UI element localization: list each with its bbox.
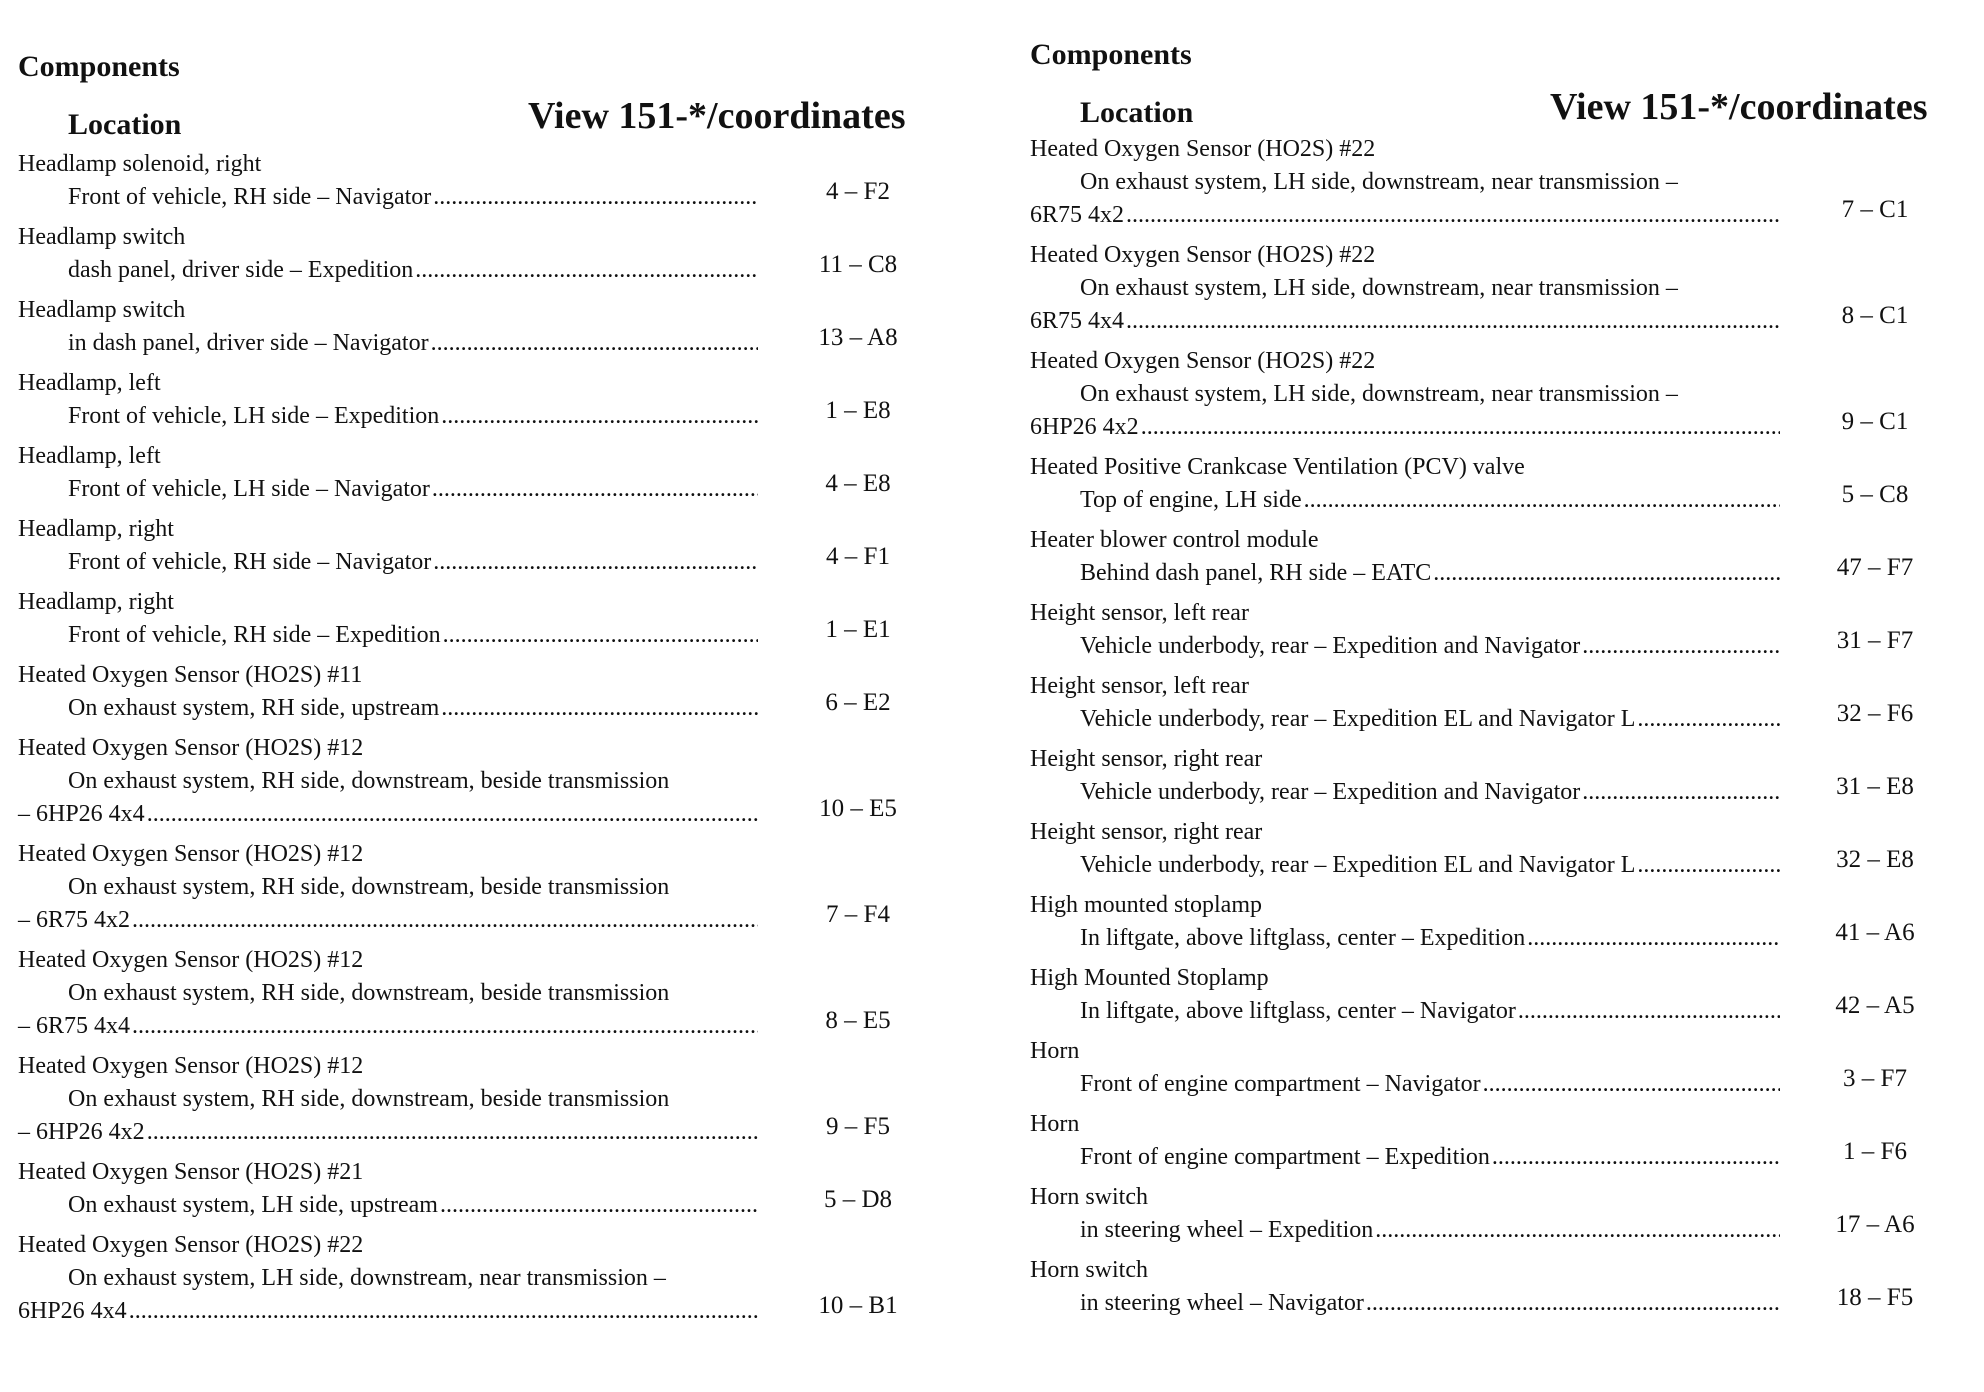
component-name: Heated Oxygen Sensor (HO2S) #12: [18, 1053, 364, 1079]
dot-leader: [1483, 1068, 1780, 1101]
location-text: Vehicle underbody, rear – Expedition EL and Navigator L: [1080, 706, 1636, 732]
dot-leader: [1582, 630, 1780, 663]
dot-leader: [147, 798, 758, 831]
dot-leader: [1433, 557, 1780, 590]
list-item: [18, 148, 938, 214]
view-coordinate: 7 – F4: [826, 901, 890, 928]
view-coordinate: 8 – C1: [1841, 302, 1909, 329]
component-location-line: [18, 546, 758, 579]
view-coordinate: 1 – E8: [825, 397, 891, 424]
list-item: [1030, 239, 1955, 338]
dot-leader: [433, 546, 758, 579]
view-coordinate: 31 – E8: [1836, 773, 1914, 800]
list-item: [1030, 451, 1955, 517]
location-text: In liftgate, above liftglass, center – Expedition: [1080, 925, 1526, 951]
view-coordinate: 10 – E5: [819, 795, 897, 822]
component-location-line: [1030, 305, 1780, 338]
location-text: On exhaust system, LH side, downstream, near transmission –: [1080, 275, 1678, 301]
location-text: in steering wheel – Expedition: [1080, 1217, 1374, 1243]
component-name: Height sensor, right rear: [1030, 819, 1263, 845]
view-coordinate: 17 – A6: [1835, 1211, 1915, 1238]
component-location-line: [18, 904, 758, 937]
component-location-line: [18, 1295, 758, 1328]
dot-leader: [147, 1116, 758, 1149]
component-location-line: [1030, 1287, 1780, 1320]
component-name: Horn: [1030, 1038, 1080, 1064]
component-location-line: [1030, 995, 1780, 1028]
list-item: [1030, 345, 1955, 444]
view-coordinate: 41 – A6: [1835, 919, 1915, 946]
location-text: 6HP26 4x2: [1030, 414, 1139, 440]
view-coordinate: 32 – E8: [1836, 846, 1914, 873]
location-text: – 6HP26 4x4: [18, 801, 145, 827]
component-location-line: [1030, 630, 1780, 663]
dot-leader: [1527, 922, 1780, 955]
component-name: Height sensor, left rear: [1030, 673, 1249, 699]
component-name: Heated Oxygen Sensor (HO2S) #12: [18, 735, 364, 761]
location-text: Front of vehicle, LH side – Navigator: [68, 476, 430, 502]
location-text: Front of engine compartment – Expedition: [1080, 1144, 1490, 1170]
component-location-line: [1030, 1141, 1780, 1174]
view-coordinate: 4 – F2: [826, 178, 890, 205]
list-item: [18, 732, 938, 831]
view-coordinate: 11 – C8: [818, 251, 898, 278]
component-location-line: [18, 871, 758, 904]
view-coordinate: 1 – F6: [1843, 1138, 1907, 1165]
dot-leader: [1126, 199, 1780, 232]
component-location-line: [18, 1189, 758, 1222]
location-text: In liftgate, above liftglass, center – Navigator: [1080, 998, 1516, 1024]
component-name: Heated Oxygen Sensor (HO2S) #22: [1030, 348, 1376, 374]
component-location-line: [1030, 378, 1780, 411]
location-text: Vehicle underbody, rear – Expedition and Navigator: [1080, 779, 1581, 805]
location-text: 6HP26 4x4: [18, 1298, 127, 1324]
list-item: [1030, 1181, 1955, 1247]
list-item: [1030, 962, 1955, 1028]
location-text: On exhaust system, LH side, downstream, near transmission –: [1080, 381, 1678, 407]
view-coordinate: 5 – C8: [1841, 481, 1909, 508]
location-text: On exhaust system, LH side, upstream: [68, 1192, 438, 1218]
component-location-line: [1030, 199, 1780, 232]
component-location-line: [18, 977, 758, 1010]
dot-leader: [440, 1189, 758, 1222]
dot-leader: [132, 1010, 758, 1043]
component-name: High mounted stoplamp: [1030, 892, 1262, 918]
component-name: Horn switch: [1030, 1257, 1148, 1283]
list-item: [1030, 597, 1955, 663]
view-coordinate: 42 – A5: [1835, 992, 1915, 1019]
list-item: [1030, 133, 1955, 232]
view-coordinate: 6 – E2: [825, 689, 891, 716]
location-text: Front of engine compartment – Navigator: [1080, 1071, 1481, 1097]
view-coordinate: 31 – F7: [1836, 627, 1914, 654]
location-text: 6R75 4x4: [1030, 308, 1125, 334]
list-item: [18, 944, 938, 1043]
location-text: Vehicle underbody, rear – Expedition EL and Navigator L: [1080, 852, 1636, 878]
location-text: On exhaust system, RH side, downstream, beside transmission: [68, 1086, 670, 1112]
location-text: Front of vehicle, LH side – Expedition: [68, 403, 440, 429]
view-coordinate: 5 – D8: [823, 1186, 893, 1213]
component-name: Heated Oxygen Sensor (HO2S) #22: [18, 1232, 364, 1258]
location-text: On exhaust system, LH side, downstream, near transmission –: [1080, 169, 1678, 195]
component-name: Heated Oxygen Sensor (HO2S) #21: [18, 1159, 364, 1185]
view-coordinate: 18 – F5: [1836, 1284, 1914, 1311]
view-coordinate: 13 – A8: [818, 324, 898, 351]
list-item: [1030, 1254, 1955, 1320]
component-name: High Mounted Stoplamp: [1030, 965, 1269, 991]
list-item: [1030, 816, 1955, 882]
component-list: [18, 148, 938, 1335]
component-location-line: [18, 254, 758, 287]
list-item: [18, 221, 938, 287]
location-text: Vehicle underbody, rear – Expedition and Navigator: [1080, 633, 1581, 659]
component-location-line: [18, 798, 758, 831]
dot-leader: [433, 181, 758, 214]
component-location-line: [1030, 557, 1780, 590]
location-text: 6R75 4x2: [1030, 202, 1125, 228]
component-name: Heated Oxygen Sensor (HO2S) #11: [18, 662, 363, 688]
component-location-line: [1030, 849, 1780, 882]
component-location-line: [18, 692, 758, 725]
component-location-line: [18, 400, 758, 433]
location-column-header: Location: [1080, 96, 1194, 129]
component-list: [1030, 133, 1955, 1327]
dot-leader: [415, 254, 758, 287]
component-location-line: [18, 473, 758, 506]
component-name: Headlamp switch: [18, 297, 186, 323]
component-name: Headlamp, left: [18, 443, 161, 469]
component-location-line: [18, 1083, 758, 1116]
location-text: On exhaust system, RH side, downstream, beside transmission: [68, 874, 670, 900]
components-heading: Components: [1030, 38, 1192, 71]
component-name: Heated Oxygen Sensor (HO2S) #12: [18, 841, 364, 867]
location-text: On exhaust system, RH side, upstream: [68, 695, 440, 721]
view-coordinate: 9 – F5: [826, 1113, 890, 1140]
component-location-line: [18, 181, 758, 214]
location-text: On exhaust system, RH side, downstream, beside transmission: [68, 768, 670, 794]
view-coordinates-column-header: View 151-*/coordinates: [1550, 86, 1928, 128]
view-coordinate: 7 – C1: [1841, 196, 1909, 223]
component-name: Heated Oxygen Sensor (HO2S) #22: [1030, 136, 1376, 162]
location-column-header: Location: [68, 108, 182, 141]
component-name: Heater blower control module: [1030, 527, 1319, 553]
component-location-line: [1030, 272, 1780, 305]
component-name: Heated Oxygen Sensor (HO2S) #12: [18, 947, 364, 973]
dot-leader: [1637, 703, 1780, 736]
component-name: Headlamp, right: [18, 516, 174, 542]
list-item: [1030, 524, 1955, 590]
view-coordinate: 4 – E8: [825, 470, 891, 497]
component-location-line: [18, 1116, 758, 1149]
list-item: [1030, 670, 1955, 736]
component-location-line: [1030, 922, 1780, 955]
list-item: [18, 294, 938, 360]
dot-leader: [1518, 995, 1780, 1028]
component-name: Heated Oxygen Sensor (HO2S) #22: [1030, 242, 1376, 268]
component-name: Horn switch: [1030, 1184, 1148, 1210]
dot-leader: [1637, 849, 1780, 882]
list-item: [18, 838, 938, 937]
location-text: Front of vehicle, RH side – Navigator: [68, 549, 432, 575]
view-coordinate: 8 – E5: [825, 1007, 891, 1034]
location-text: dash panel, driver side – Expedition: [68, 257, 414, 283]
list-item: [18, 367, 938, 433]
component-name: Height sensor, right rear: [1030, 746, 1263, 772]
component-name: Headlamp solenoid, right: [18, 151, 262, 177]
dot-leader: [432, 473, 758, 506]
component-name: Heated Positive Crankcase Ventilation (PCV) valve: [1030, 454, 1525, 480]
component-name: Horn: [1030, 1111, 1080, 1137]
dot-leader: [1304, 484, 1780, 517]
dot-leader: [1582, 776, 1780, 809]
component-name: Headlamp, right: [18, 589, 174, 615]
components-heading: Components: [18, 50, 180, 83]
list-item: [1030, 889, 1955, 955]
dot-leader: [1492, 1141, 1780, 1174]
list-item: [18, 513, 938, 579]
location-text: Front of vehicle, RH side – Navigator: [68, 184, 432, 210]
dot-leader: [1366, 1287, 1780, 1320]
list-item: [18, 1156, 938, 1222]
list-item: [18, 1229, 938, 1328]
component-location-line: [18, 1010, 758, 1043]
list-item: [18, 586, 938, 652]
location-text: – 6R75 4x2: [18, 907, 131, 933]
location-text: – 6R75 4x4: [18, 1013, 131, 1039]
list-item: [1030, 1035, 1955, 1101]
location-text: in dash panel, driver side – Navigator: [68, 330, 429, 356]
dot-leader: [431, 327, 758, 360]
component-location-line: [1030, 1068, 1780, 1101]
location-text: – 6HP26 4x2: [18, 1119, 145, 1145]
component-location-line: [1030, 776, 1780, 809]
component-location-line: [1030, 484, 1780, 517]
component-location-line: [1030, 1214, 1780, 1247]
component-location-line: [18, 1262, 758, 1295]
dot-leader: [1126, 305, 1780, 338]
component-location-line: [18, 327, 758, 360]
dot-leader: [441, 692, 758, 725]
component-name: Headlamp, left: [18, 370, 161, 396]
location-text: Behind dash panel, RH side – EATC: [1080, 560, 1432, 586]
component-name: Headlamp switch: [18, 224, 186, 250]
location-text: Front of vehicle, RH side – Expedition: [68, 622, 441, 648]
list-item: [1030, 1108, 1955, 1174]
dot-leader: [129, 1295, 758, 1328]
location-text: On exhaust system, RH side, downstream, beside transmission: [68, 980, 670, 1006]
component-location-line: [18, 619, 758, 652]
list-item: [18, 1050, 938, 1149]
location-text: in steering wheel – Navigator: [1080, 1290, 1364, 1316]
location-text: Top of engine, LH side: [1080, 487, 1302, 513]
view-coordinate: 32 – F6: [1836, 700, 1914, 727]
view-coordinate: 47 – F7: [1836, 554, 1914, 581]
dot-leader: [1141, 411, 1780, 444]
location-text: On exhaust system, LH side, downstream, near transmission –: [68, 1265, 666, 1291]
view-coordinate: 9 – C1: [1841, 408, 1909, 435]
dot-leader: [1375, 1214, 1780, 1247]
component-location-line: [18, 765, 758, 798]
component-location-line: [1030, 703, 1780, 736]
component-name: Height sensor, left rear: [1030, 600, 1249, 626]
view-coordinates-column-header: View 151-*/coordinates: [528, 95, 906, 137]
list-item: [18, 659, 938, 725]
dot-leader: [443, 619, 758, 652]
dot-leader: [132, 904, 758, 937]
view-coordinate: 10 – B1: [818, 1292, 898, 1319]
list-item: [1030, 743, 1955, 809]
view-coordinate: 3 – F7: [1843, 1065, 1907, 1092]
list-item: [18, 440, 938, 506]
component-location-line: [1030, 166, 1780, 199]
view-coordinate: 1 – E1: [825, 616, 891, 643]
component-location-line: [1030, 411, 1780, 444]
dot-leader: [441, 400, 758, 433]
view-coordinate: 4 – F1: [826, 543, 890, 570]
